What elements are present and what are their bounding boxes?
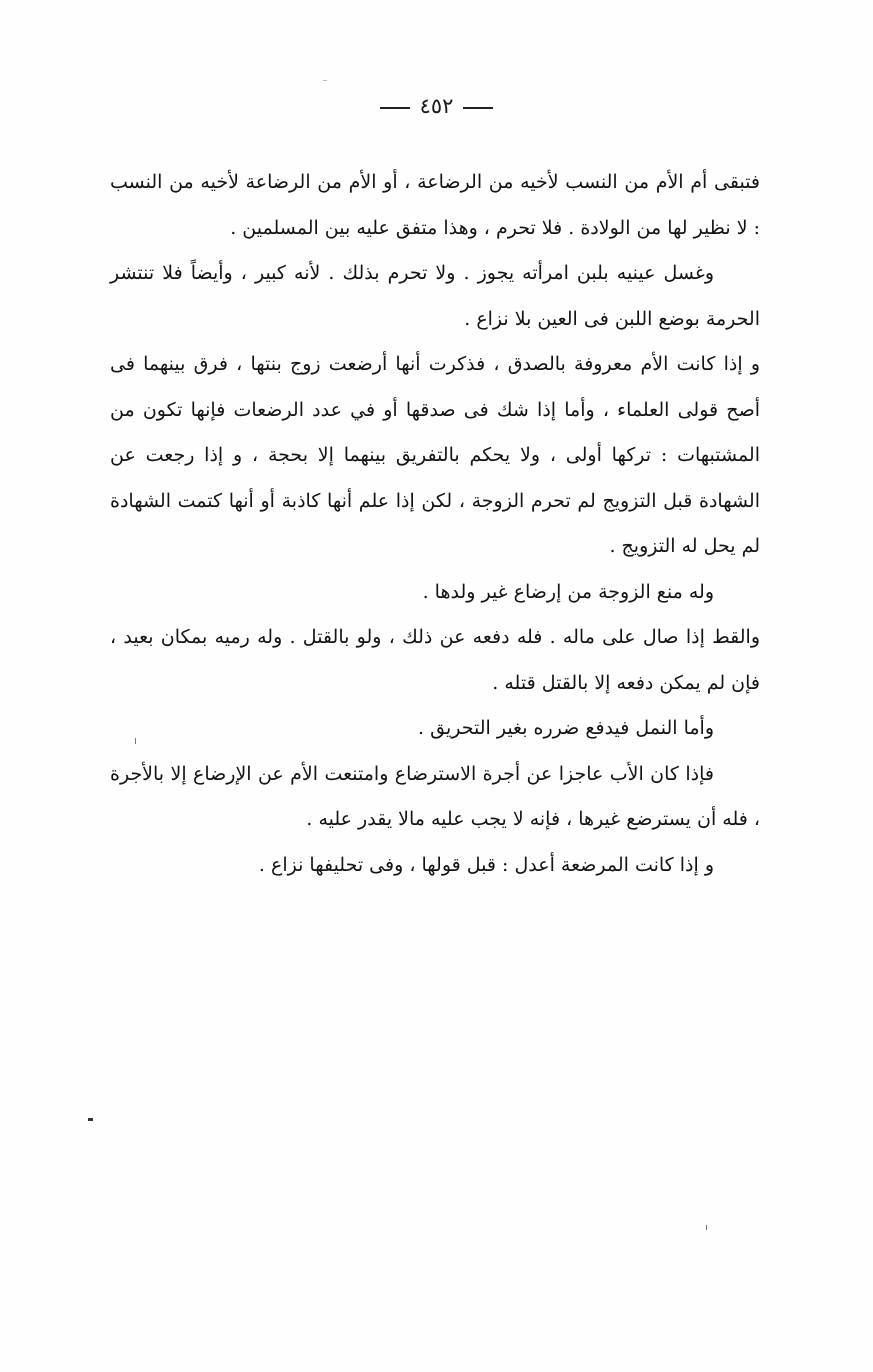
paragraph-1: فتبقى أم الأم من النسب لأخيه من الرضاعة ، أو الأم من الرضاعة لأخيه من النسب : لا نظير لها من الولادة . فلا تحرم ، وهذا متفق عليه بين المسلمين . [110,171,760,239]
scan-speck [706,1225,707,1230]
paragraph-8: و إذا كانت المرضعة أعدل : قبل قولها ، وفى تحليفها نزاع . [258,853,714,876]
paragraph-2: وغسل عينيه بلبن امرأته يجوز . ولا تحرم بذلك . لأنه كبير ، وأيضاً فلا تنتشر الحرمة بوضع اللبن فى العين بلا نزاع . [110,262,760,330]
page-body-text [110,160,760,888]
paragraph-4: وله منع الزوجة من إرضاع غير ولدها . [422,580,714,603]
page-number: ٤٥٢ [419,94,454,118]
paragraph-3: و إذا كانت الأم معروفة بالصدق ، فذكرت أنها أرضعت زوج بنتها ، فرق بينهما فى أصح قولى العلماء ، وأما إذا شك فى صدقها أو في عدد الرضعات فإنها تكون من المشتبهات : تركها أولى ، ولا يحكم بالتفريق بينهما إلا بحجة ، و إذا رجعت عن الشهادة قبل التزويج لم تحرم الزوجة ، لكن إذا علم أنها كاذبة أو أنها كتمت الشهادة لم يحل له التزويج . [110,353,760,557]
page-number-header [0,94,873,118]
paragraph-7: فإذا كان الأب عاجزا عن أجرة الاسترضاع وامتنعت الأم عن الإرضاع إلا بالأجرة ، فله أن يسترضع غيرها ، فإنه لا يجب عليه مالا يقدر عليه . [110,762,760,830]
header-dash-left [380,107,410,109]
scan-speck [88,1118,93,1121]
paragraph-5: والقط إذا صال على ماله . فله دفعه عن ذلك ، ولو بالقتل . وله رميه بمكان بعيد ، فإن لم يمكن دفعه إلا بالقتل قتله . [110,626,760,694]
header-dash-right [463,107,493,109]
scan-speck [323,80,327,81]
paragraph-6: وأما النمل فيدفع ضرره بغير التحريق . [418,717,714,739]
scan-speck [135,738,136,744]
